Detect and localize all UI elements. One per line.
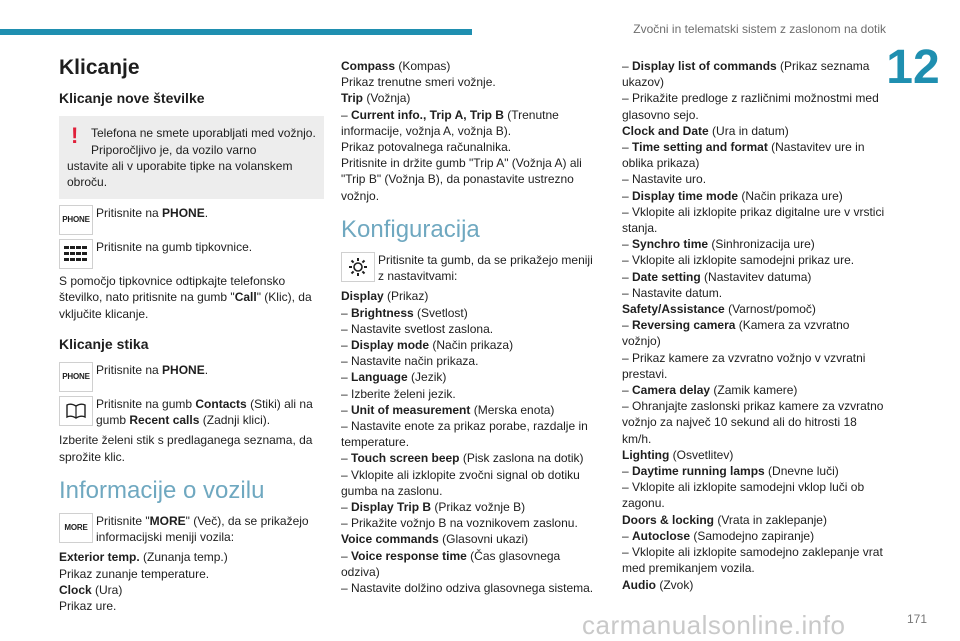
menu-desc: – Vklopite ali izklopite samodejni prikaz ure. bbox=[622, 253, 855, 268]
menu-item: Lighting (Osvetlitev) bbox=[622, 447, 734, 462]
menu-desc: – Nastavite enote za prikaz porabe, razdalje in temperature. bbox=[341, 419, 588, 450]
menu-item: Audio (Zvok) bbox=[622, 577, 694, 592]
warning-text: Telefona ne smete uporabljati med vožnjo. Priporočljivo je, da vozilo varno bbox=[91, 126, 316, 157]
menu-subitem: – Synchro time (Sinhronizacija ure) bbox=[622, 237, 815, 252]
menu-desc: – Vklopite ali izklopite zvočni signal ob dotiku gumba na zaslonu. bbox=[341, 467, 580, 498]
menu-subitem: – Voice response time (Čas glasovnega odziva) bbox=[341, 548, 561, 579]
section-heading: Informacije o vozilu bbox=[59, 476, 265, 504]
menu-subitem: – Brightness (Svetlost) bbox=[341, 305, 468, 320]
menu-subitem: – Language (Jezik) bbox=[341, 370, 447, 385]
step-more: MORE Pritisnite "MORE" (Več), da se prikažejo informacijski meniji vozila: bbox=[59, 513, 324, 545]
step-phone: PHONE Pritisnite na PHONE. bbox=[59, 205, 324, 235]
menu-item: Voice commands (Glasovni ukazi) bbox=[341, 532, 529, 547]
menu-desc: – Prikažite vožnjo B na voznikovem zaslonu. bbox=[341, 516, 578, 531]
step-phone: PHONE Pritisnite na PHONE. bbox=[59, 362, 324, 392]
menu-item: Trip (Vožnja) bbox=[341, 91, 411, 106]
phone-button-icon: PHONE bbox=[59, 205, 93, 235]
column-2 bbox=[341, 58, 601, 596]
step-contacts: Pritisnite na gumb Contacts (Stiki) ali na gumb Recent calls (Zadnji klici). bbox=[59, 396, 324, 428]
menu-desc: Prikaz potovalnega računalnika. bbox=[341, 140, 512, 155]
running-header: Zvočni in telematski sistem z zaslonom na dotik bbox=[633, 22, 886, 36]
menu-subitem: – Display mode (Način prikaza) bbox=[341, 338, 514, 353]
warning-icon: ! bbox=[71, 123, 79, 149]
menu-item: Compass (Kompas) bbox=[341, 59, 451, 73]
section-title: Klicanje bbox=[59, 56, 140, 79]
menu-desc: – Nastavite datum. bbox=[622, 285, 723, 300]
menu-desc: – Vklopite ali izklopite prikaz digitalne ure v vrstici stanja. bbox=[622, 204, 885, 236]
menu-desc: – Nastavite svetlost zaslona. bbox=[341, 321, 494, 336]
menu-subitem: – Time setting and format (Nastavitev ure in oblika prikaza) bbox=[622, 140, 865, 171]
menu-desc: – Ohranjajte zaslonski prikaz kamere za vzvratno vožnjo za največ 10 sekund ali do hitrosti 18 km/h. bbox=[622, 399, 884, 446]
menu-item: Exterior temp. (Zunanja temp.) bbox=[59, 550, 228, 565]
menu-subitem: – Date setting (Nastavitev datuma) bbox=[622, 269, 812, 284]
menu-item: Clock (Ura) bbox=[59, 582, 123, 597]
menu-desc: – Izberite želeni jezik. bbox=[341, 386, 456, 401]
menu-desc: Pritisnite in držite gumb "Trip A" (Vožnja A) ali "Trip B" (Vožnja B), da ponastavite ustrezno vožnjo. bbox=[341, 156, 582, 203]
menu-desc: – Vklopite ali izklopite samodejni vklop luči ob zagonu. bbox=[622, 480, 865, 511]
section-heading: Konfiguracija bbox=[341, 215, 480, 243]
chapter-number: 12 bbox=[886, 41, 940, 94]
header-accent-bar bbox=[0, 29, 472, 35]
column-1 bbox=[59, 56, 324, 614]
subsection-title: Klicanje stika bbox=[59, 335, 149, 352]
page-number: 171 bbox=[906, 612, 927, 626]
menu-desc: – Prikažite predloge z različnimi možnostmi med glasovno sejo. bbox=[622, 91, 879, 122]
subsection-title: Klicanje nove številke bbox=[59, 90, 205, 107]
menu-desc: – Nastavite dolžino odziva glasovnega sistema. bbox=[341, 581, 594, 596]
step-settings: Pritisnite ta gumb, da se prikažejo meniji z nastavitvami: bbox=[341, 252, 601, 284]
more-button-icon: MORE bbox=[59, 513, 93, 543]
warning-text-cont: ustavite ali v uporabite tipke na volanskem obroču. bbox=[67, 158, 293, 190]
menu-subitem: – Display Trip B (Prikaz vožnje B) bbox=[341, 500, 526, 515]
menu-subitem: – Display time mode (Način prikaza ure) bbox=[622, 188, 843, 203]
menu-desc: Prikaz ure. bbox=[59, 599, 117, 614]
menu-desc: – Prikaz kamere za vzvratno vožnjo v vzvratni prestavi. bbox=[622, 350, 866, 381]
menu-desc: – Vklopite ali izklopite samodejno zaklepanje vrat med premikanjem vozila. bbox=[622, 545, 883, 576]
menu-item: Safety/Assistance (Varnost/pomoč) bbox=[622, 302, 816, 317]
menu-item: Doors & locking (Vrata in zaklepanje) bbox=[622, 512, 827, 527]
settings-gear-icon bbox=[341, 252, 375, 282]
column-3 bbox=[622, 58, 887, 593]
menu-subitem: – Autoclose (Samodejno zapiranje) bbox=[622, 528, 815, 543]
warning-box bbox=[59, 116, 324, 199]
paragraph: Izberite želeni stik s predlaganega seznama, da sprožite klic. bbox=[59, 433, 313, 464]
menu-subitem: – Camera delay (Zamik kamere) bbox=[622, 383, 798, 398]
menu-subitem: – Unit of measurement (Merska enota) bbox=[341, 402, 555, 417]
menu-item: Display (Prikaz) bbox=[341, 289, 429, 304]
menu-subitem: – Current info., Trip A, Trip B (Trenutne informacije, vožnja A, vožnja B). bbox=[341, 107, 559, 138]
menu-desc: Prikaz zunanje temperature. bbox=[59, 566, 210, 581]
menu-desc: Prikaz trenutne smeri vožnje. bbox=[341, 75, 496, 90]
menu-desc: – Nastavite uro. bbox=[622, 172, 707, 187]
phone-button-icon: PHONE bbox=[59, 362, 93, 392]
watermark: carmanualsonline.info bbox=[582, 610, 846, 640]
step-keypad: Pritisnite na gumb tipkovnice. bbox=[59, 239, 324, 269]
menu-subitem: – Display list of commands (Prikaz seznama ukazov) bbox=[622, 59, 870, 90]
menu-subitem: – Touch screen beep (Pisk zaslona na dotik) bbox=[341, 451, 584, 466]
menu-desc: – Nastavite način prikaza. bbox=[341, 354, 479, 369]
keypad-icon bbox=[59, 239, 93, 269]
contacts-book-icon bbox=[59, 396, 93, 426]
menu-subitem: – Reversing camera (Kamera za vzvratno vožnjo) bbox=[622, 318, 850, 349]
menu-item: Clock and Date (Ura in datum) bbox=[622, 123, 789, 138]
menu-subitem: – Daytime running lamps (Dnevne luči) bbox=[622, 464, 839, 479]
paragraph: S pomočjo tipkovnice odtipkajte telefonsko številko, nato pritisnite na gumb "Call" (Klic), da vključite klicanje. bbox=[59, 274, 312, 321]
